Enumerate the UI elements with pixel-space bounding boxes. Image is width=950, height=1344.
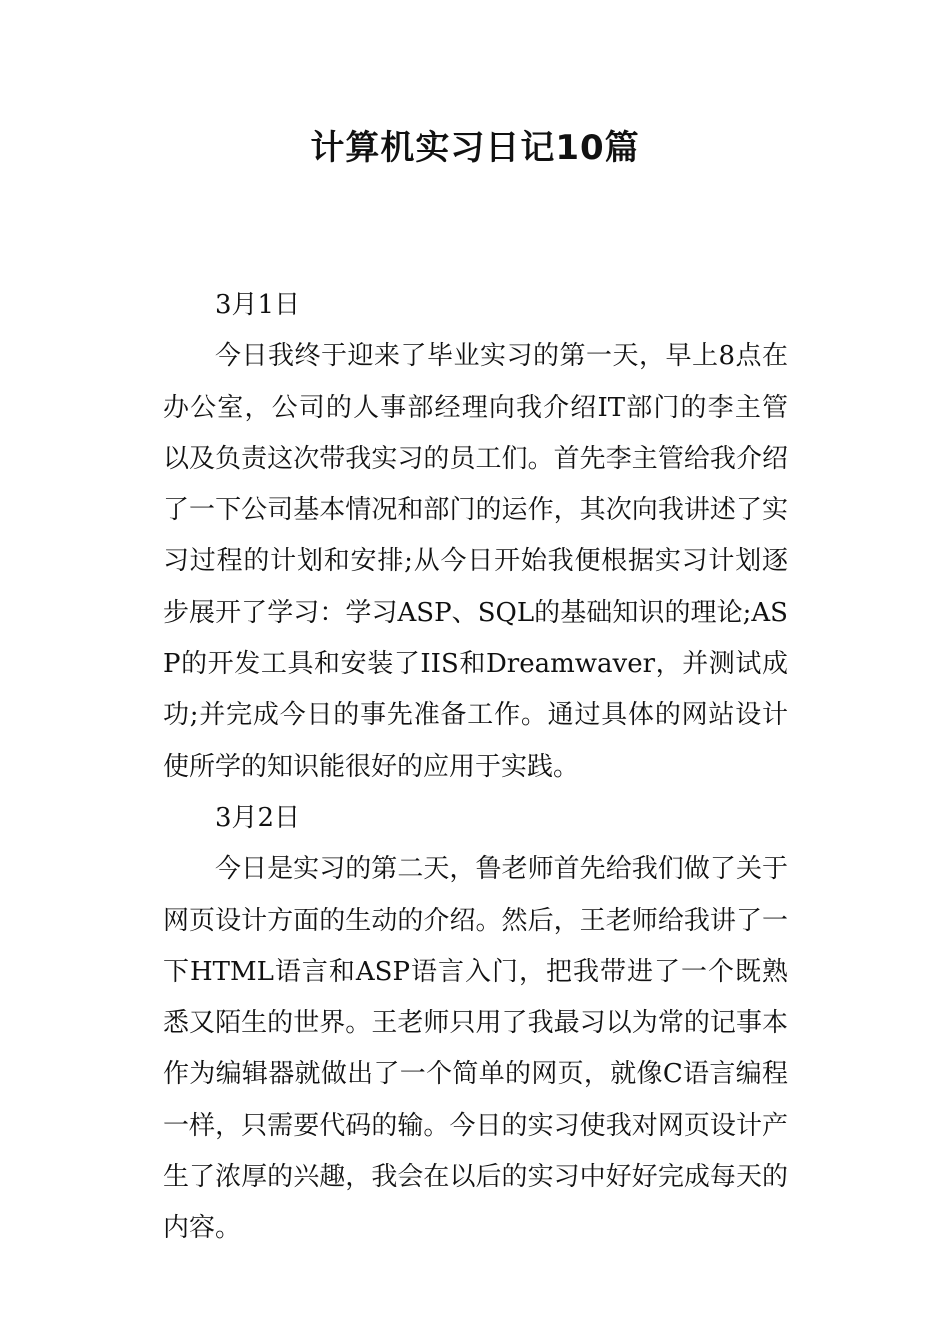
entry-date: 3月2日 xyxy=(215,802,301,833)
document-body xyxy=(163,280,788,1255)
entry-paragraph: 今日是实习的第二天，鲁老师首先给我们做了关于网页设计方面的生动的介绍。然后，王老师给我讲了一下HTML语言和ASP语言入门，把我带进了一个既熟悉又陌生的世界。王老师只用了我最习以为常的记事本作为编辑器就做出了一个简单的网页，就像C语言编程一样，只需要代码的输。今日的实习使我对网页设计产生了浓厚的兴趣，我会在以后的实习中好好完成每天的内容。 xyxy=(163,854,788,1244)
entry-paragraph: 今日我终于迎来了毕业实习的第一天，早上8点在办公室，公司的人事部经理向我介绍IT部门的李主管以及负责这次带我实习的员工们。首先李主管给我介绍了一下公司基本情况和部门的运作，其次向我讲述了实习过程的计划和安排;从今日开始我便根据实习计划逐步展开了学习：学习ASP、SQL的基础知识的理论;ASP的开发工具和安装了IIS和Dreamwaver，并测试成功;并完成今日的事先准备工作。通过具体的网站设计使所学的知识能很好的应用于实践。 xyxy=(163,341,788,782)
entry-date: 3月1日 xyxy=(215,290,301,320)
document-title: 计算机实习日记10篇 xyxy=(310,128,640,168)
